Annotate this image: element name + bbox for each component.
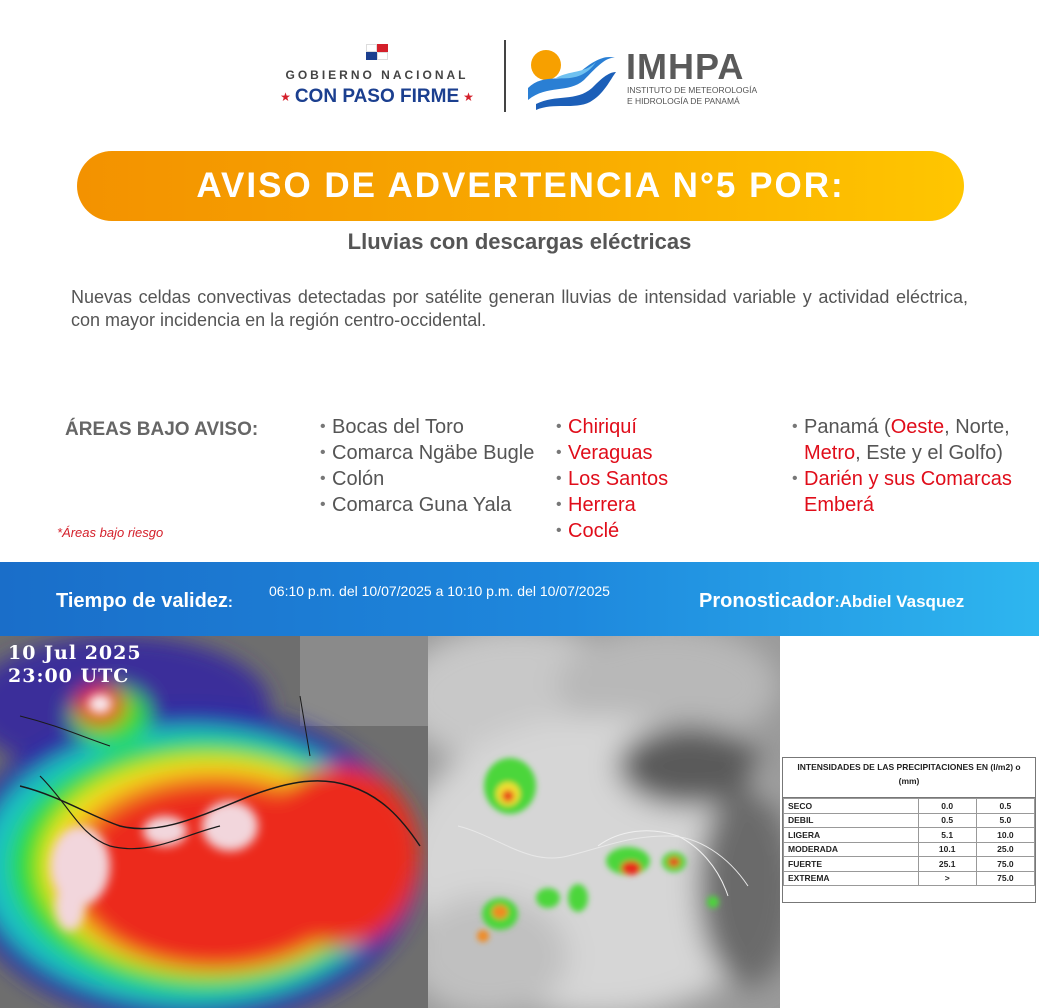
table-cell-min: 10.1 [918,842,976,857]
infrared-satellite-image [0,636,428,1008]
precipitation-intensity-table [782,757,1036,903]
warning-subtitle: Lluvias con descargas eléctricas [347,229,692,254]
area-oeste: Oeste [890,416,945,438]
warning-banner: AVISO DE ADVERTENCIA N°5 POR: [77,151,964,221]
area-item-panama [792,414,1032,466]
area-item-risk: • Veraguas [556,440,776,466]
table-cell-max: 5.0 [976,813,1034,828]
table-cell-min: 0.5 [918,813,976,828]
header-divider [504,40,506,112]
table-body [783,798,1035,886]
table-cell-max: 75.0 [976,857,1034,872]
table-cell-name: FUERTE [784,857,919,872]
area-rest: , Este y el Golfo) [855,442,1003,464]
gobierno-logo [262,44,492,108]
gobierno-line2 [262,86,492,108]
imhpa-logo-icon [526,44,618,110]
area-metro: Metro [804,442,856,464]
forecaster: Pronosticador:Abdiel Vasquez [699,590,965,612]
table-cell-name: EXTREMA [784,871,919,886]
validity-label: Tiempo de validez: [56,590,233,612]
table-row [784,828,1035,843]
area-item: • Comarca Guna Yala [320,492,550,518]
table-cell-max: 0.5 [976,799,1034,814]
satellite-date: 10 Jul 2025 [8,642,142,664]
panama-flag-icon [366,44,388,60]
warning-description: Nuevas celdas convectivas detectadas por satélite generan lluvias de intensidad variable y actividad eléctrica, con mayor incidencia en la región centro-occidental. [71,287,968,330]
area-item: • Bocas del Toro [320,414,550,440]
table-cell-name: LIGERA [784,828,919,843]
table-cell-min: 0.0 [918,799,976,814]
table-row [784,871,1035,886]
table-row [784,842,1035,857]
table-title: INTENSIDADES DE LAS PRECIPITACIONES EN (l/m2) o (mm) [783,758,1035,798]
table-row [784,857,1035,872]
gobierno-line1: GOBIERNO NACIONAL [285,68,469,82]
star-icon: ★ [463,89,474,104]
table-row [784,813,1035,828]
areas-column-1 [320,414,550,518]
validity-text: 06:10 p.m. del 10/07/2025 a 10:10 p.m. del 10/07/2025 [269,583,610,599]
area-item-risk: • Darién y sus Comarcas Emberá [792,466,1032,518]
table-cell-min: 25.1 [918,857,976,872]
risk-note: *Áreas bajo riesgo [57,525,164,540]
org-name: IMHPA [626,46,745,87]
area-item-risk: • Coclé [556,518,776,544]
table-cell-max: 25.0 [976,842,1034,857]
table-cell-max: 75.0 [976,871,1034,886]
areas-column-2 [556,414,776,544]
table-cell-max: 10.0 [976,828,1034,843]
area-item: • Colón [320,466,550,492]
gobierno-slogan: CON PASO FIRME [294,86,460,107]
forecaster-name: Abdiel Vasquez [839,592,965,611]
org-subtitle [627,85,787,107]
visible-map-graphic [428,636,780,1008]
star-icon: ★ [280,89,291,104]
table-cell-name: MODERADA [784,842,919,857]
visible-satellite-image [428,636,780,1008]
satellite-time: 23:00 UTC [8,665,130,687]
areas-label: ÁREAS BAJO AVISO: [65,419,259,440]
area-item-risk: • Herrera [556,492,776,518]
area-item-risk: • Los Santos [556,466,776,492]
infrared-map-graphic [0,636,428,1008]
area-item: • Comarca Ngäbe Bugle [320,440,550,466]
satellite-timestamp [8,642,142,688]
area-item-risk: • Chiriquí [556,414,776,440]
table-row [784,799,1035,814]
org-sub-line2: E HIDROLOGÍA DE PANAMÁ [627,96,740,106]
table-cell-name: DEBIL [784,813,919,828]
area-norte: Norte, [955,416,1010,438]
validity-bar [0,562,1039,636]
table-cell-name: SECO [784,799,919,814]
areas-column-3 [792,414,1032,518]
org-sub-line1: INSTITUTO DE METEOROLOGÍA [627,85,758,95]
table-cell-min: 5.1 [918,828,976,843]
area-panama-prefix: Panamá ( [804,416,891,438]
area-sep: , [944,416,950,438]
table-cell-min: > [918,871,976,886]
validity-label-text: Tiempo de validez [56,590,228,612]
forecaster-label: Pronosticador [699,590,835,612]
